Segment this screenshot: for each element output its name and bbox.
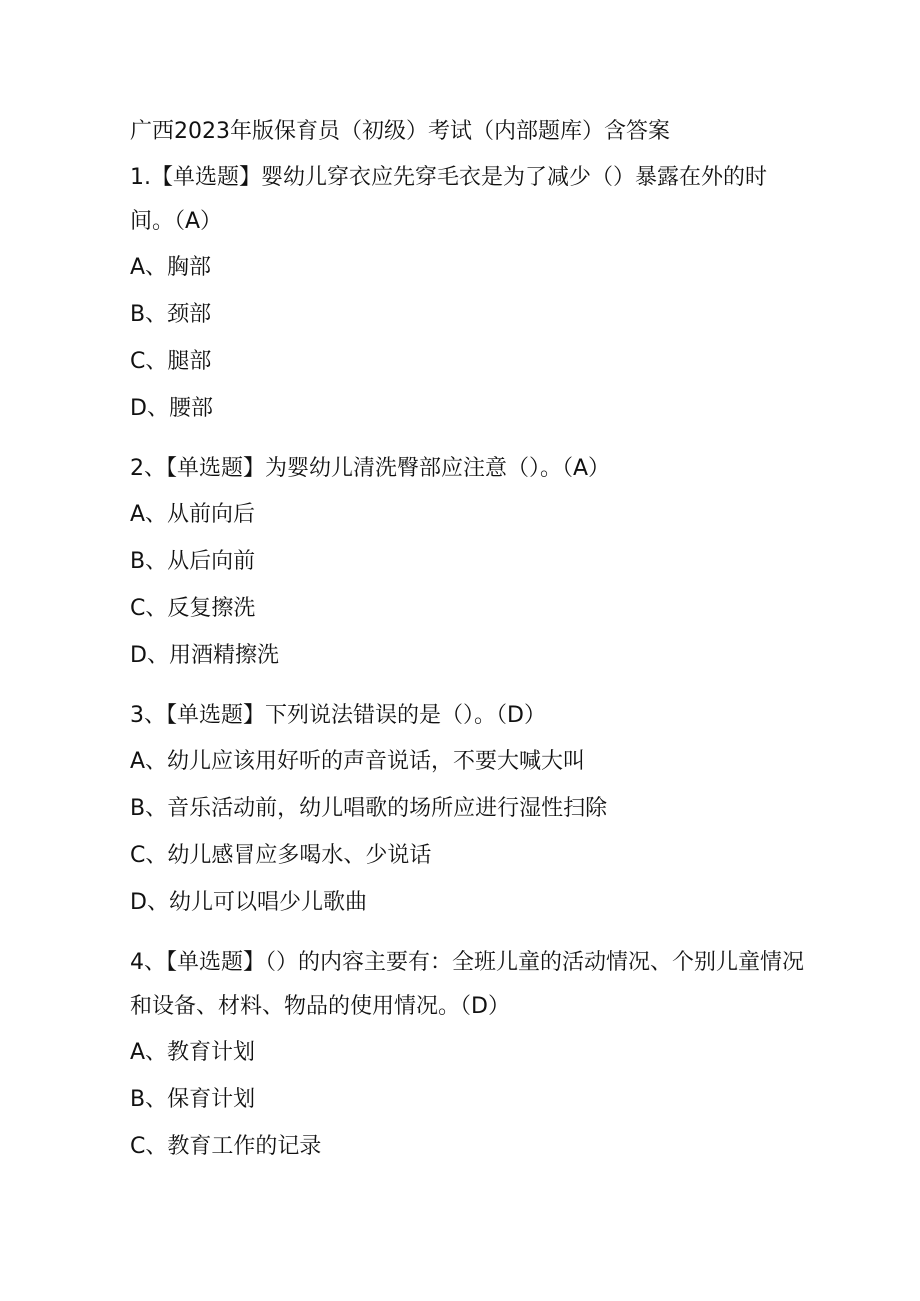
option-b: B、从后向前 <box>130 549 256 574</box>
question-4 <box>130 941 810 1170</box>
option-c: C、教育工作的记录 <box>130 1134 322 1159</box>
document-page <box>130 112 810 1170</box>
option-d: D、用酒精擦洗 <box>130 643 279 668</box>
option-a: A、教育计划 <box>130 1040 256 1065</box>
question-2 <box>130 447 810 679</box>
option-b: B、保育计划 <box>130 1087 256 1112</box>
option-d: D、腰部 <box>130 396 213 421</box>
question-1 <box>130 156 810 432</box>
question-text: 3、【单选题】下列说法错误的是（）。（D） <box>130 703 546 728</box>
option-b: B、颈部 <box>130 302 212 327</box>
option-c: C、反复擦洗 <box>130 596 256 621</box>
option-c: C、腿部 <box>130 349 212 374</box>
question-text: 4、【单选题】（）的内容主要有：全班儿童的活动情况、个别儿童情况和设备、材料、物品的使用情况。（D） <box>130 950 804 1019</box>
option-a: A、胸部 <box>130 255 212 280</box>
option-a: A、幼儿应该用好听的声音说话，不要大喊大叫 <box>130 749 586 774</box>
option-a: A、从前向后 <box>130 502 256 527</box>
option-c: C、幼儿感冒应多喝水、少说话 <box>130 843 432 868</box>
question-text: 1.【单选题】婴幼儿穿衣应先穿毛衣是为了减少（）暴露在外的时间。（A） <box>130 165 767 234</box>
document-title: 广西2023年版保育员（初级）考试（内部题库）含答案 <box>130 119 670 144</box>
question-3 <box>130 694 810 926</box>
option-b: B、音乐活动前，幼儿唱歌的场所应进行湿性扫除 <box>130 796 608 821</box>
question-text: 2、【单选题】为婴幼儿清洗臀部应注意（）。（A） <box>130 456 611 481</box>
option-d: D、幼儿可以唱少儿歌曲 <box>130 890 367 915</box>
